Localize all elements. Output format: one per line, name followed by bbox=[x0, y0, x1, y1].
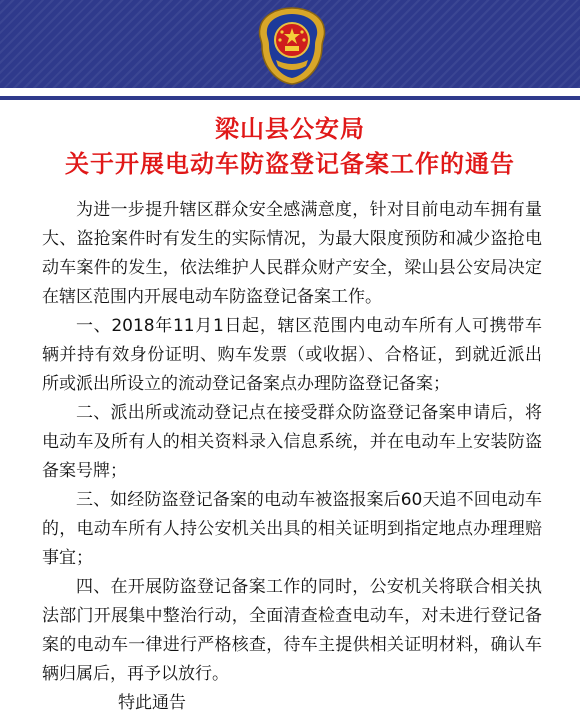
notice-title-line2: 关于开展电动车防盗登记备案工作的通告 bbox=[65, 150, 515, 178]
notice-paragraph-intro: 为进一步提升辖区群众安全感满意度，针对目前电动车拥有量大、盗抢案件时有发生的实际情况，为最大限度预防和减少盗抢电动车案件的发生，依法维护人民群众财产安全，梁山县公安局决定在辖区范围内开展电动车防盗登记备案工作。 bbox=[42, 200, 542, 307]
notice-paragraph-4: 四、在开展防盗登记备案工作的同时，公安机关将联合相关执法部门开展集中整治行动，全面清查检查电动车，对未进行登记备案的电动车一律进行严格核查，待车主提供相关证明材料，确认车辆归属后，再予以放行。 bbox=[42, 577, 542, 684]
notice-paragraph-3: 三、如经防盗登记备案的电动车被盗报案后60天追不回电动车的，电动车所有人持公安机关出具的相关证明到指定地点办理理赔事宜； bbox=[42, 490, 542, 568]
notice-title-line1: 梁山县公安局 bbox=[215, 115, 365, 143]
police-emblem-icon bbox=[256, 6, 328, 86]
notice-closing: 特此通告 bbox=[118, 693, 186, 713]
notice-body bbox=[42, 196, 542, 718]
notice-paragraph-1: 一、2018年11月1日起，辖区范围内电动车所有人可携带车辆并持有效身份证明、购车发票（或收据）、合格证，到就近派出所或派出所设立的流动登记备案点办理防盗登记备案； bbox=[42, 316, 542, 394]
notice-paragraph-2: 二、派出所或流动登记点在接受群众防盗登记备案申请后，将电动车及所有人的相关资料录入信息系统，并在电动车上安装防盗备案号牌； bbox=[42, 403, 542, 481]
notice-title bbox=[0, 112, 580, 182]
header-stripe bbox=[0, 96, 580, 100]
